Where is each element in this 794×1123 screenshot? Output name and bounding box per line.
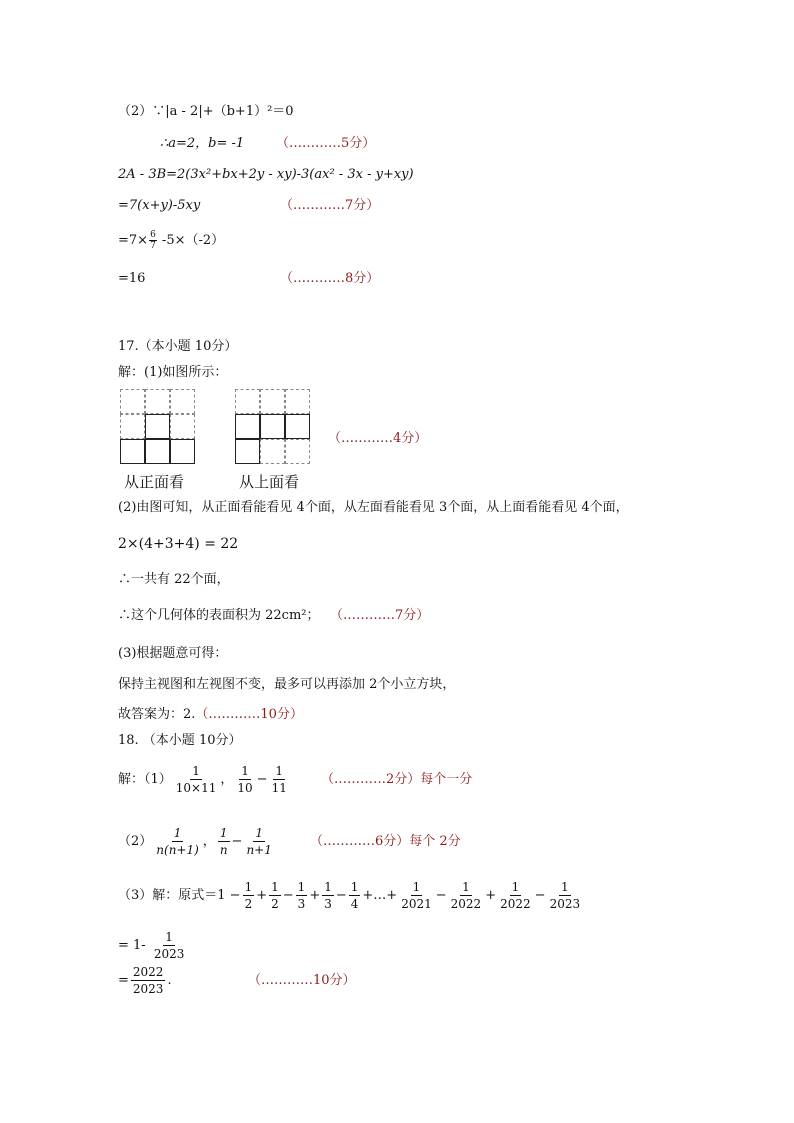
score-4: （…………4分） (328, 431, 428, 446)
grid-cell-solid (120, 439, 145, 464)
grid-cell-solid (285, 414, 310, 439)
q17-sol1: 解：(1)如图所示： (118, 365, 228, 380)
grid-cell-solid (235, 439, 260, 464)
frac-num: 1 (173, 826, 182, 840)
q17-area: ∴这个几何体的表面积为 22cm²； (118, 608, 320, 623)
frac-num: 1 (255, 826, 263, 840)
frac-num: 1 (165, 930, 173, 944)
part2-line4 (118, 198, 380, 214)
score-7b: （…………7分） (330, 608, 430, 623)
part2-line6-text: =16 (118, 271, 146, 286)
frac-den: n+1 (246, 843, 272, 857)
frac-den: 2023 (153, 947, 185, 961)
score-7a: （…………7分） (280, 198, 380, 213)
part2-line5-pre: =7× (118, 233, 149, 248)
q18-part2: （2） $\frac{1}{n(n+1)}$ ， $\frac{1}{n}$ − $\frac{1}{n+1}$ （…………6分）每个 2分 (118, 826, 461, 857)
grid-cell-dashed (120, 414, 145, 439)
fraction-1-over-11 (270, 764, 289, 795)
grid-cell-dashed (260, 389, 285, 414)
frac-num: 1 (275, 764, 284, 778)
q18-part3-line2 (118, 930, 188, 962)
frac-num: 1 (271, 880, 279, 894)
grid-cell-dashed (170, 389, 195, 414)
frac-den: 2022 (500, 897, 531, 911)
q17-total: ∴一共有 22个面， (118, 572, 230, 587)
fraction-1-over-n-n1 (154, 826, 201, 857)
fraction-2022-over-2023 (131, 965, 166, 996)
frac-den: 2 (271, 897, 279, 911)
caption-top-view: 从上面看 (239, 473, 300, 491)
frac-num: 1 (244, 880, 253, 894)
fraction-1-over-2023 (152, 930, 187, 961)
frac-den: 2021 (401, 897, 432, 911)
frac-num: 1 (297, 880, 306, 894)
score-10a: （…………10分） (195, 707, 303, 722)
series-operator: + (309, 888, 321, 903)
score-5: （…………5分） (276, 136, 376, 151)
grid-cell-dashed (145, 389, 170, 414)
q18-part3-line3 (118, 965, 356, 997)
series-operator: − (335, 888, 347, 903)
part2-line3: 2A - 3B=2(3x²+bx+2y - xy)-3(ax² - 3x - y+xy) (118, 167, 414, 182)
frac-den: 10×11 (175, 781, 217, 795)
series-fraction (498, 880, 533, 911)
frac-den: 2022 (450, 897, 482, 911)
telescoping-series (241, 880, 585, 911)
frac-den: 2 (244, 897, 253, 911)
grid-cell-solid (145, 439, 170, 464)
q18-p3-line2-pre: = 1- (118, 938, 146, 953)
score-10b: （…………10分） (248, 973, 356, 988)
frac-den: n(n+1) (156, 843, 199, 857)
frac-den: 10 (237, 781, 253, 795)
frac-num: 1 (561, 880, 569, 894)
grid-cell-dashed (170, 414, 195, 439)
part2-line5-post: -5×（-2） (157, 233, 225, 248)
series-fraction (399, 880, 434, 911)
q18-p1-label: 解：（1） (118, 772, 172, 787)
grid-cell-solid (260, 414, 285, 439)
series-operator: − (435, 888, 447, 903)
series-operator: +…+ (362, 888, 398, 903)
frac-num: 1 (192, 764, 200, 778)
series-fraction (349, 880, 361, 911)
series-fraction (269, 880, 281, 911)
q17-answer-line (118, 707, 303, 723)
grid-cell-dashed (120, 389, 145, 414)
q18-p3-line3-post: . (167, 973, 172, 988)
frac-num: 1 (219, 826, 228, 840)
q17-answer: 故答案为：2. (118, 707, 196, 722)
q18-part3 (118, 880, 584, 912)
fraction-1-over-n1 (244, 826, 273, 857)
grid-cell-solid (145, 414, 170, 439)
grid-cell-dashed (235, 389, 260, 414)
q17-sol3: (3)根据题意可得： (118, 646, 228, 661)
part2-line1: （2）∵|a - 2|+（b+1）²＝0 (118, 104, 294, 119)
frac-den: 3 (297, 897, 306, 911)
frac-den: 4 (350, 897, 359, 911)
frac-num: 1 (241, 764, 249, 778)
grid-cell-dashed (285, 389, 310, 414)
part2-line4-text: =7(x+y)-5xy (118, 198, 201, 213)
frac-den: 7 (150, 241, 156, 251)
series-operator: + (256, 888, 268, 903)
series-fraction (449, 880, 484, 911)
grid-cell-dashed (285, 439, 310, 464)
frac-num: 1 (511, 880, 520, 894)
grid-cell-solid (235, 414, 260, 439)
part2-line6 (118, 271, 380, 287)
series-fraction (548, 880, 583, 911)
fraction-1-over-10 (235, 764, 254, 795)
q17-title: 17.（本小题 10分） (118, 339, 238, 354)
frac-num: 1 (462, 880, 470, 894)
q18-part1: 解：（1） $\frac{1}{10\times 11}$ ， $\frac{1}{10}$ − $\frac{1}{11}$ （…………2分）每个一分 (118, 764, 473, 795)
q17-sol2: (2)由图可知，从正面看能看见 4个面，从左面看能看见 3个面，从上面看能看见 4个面， (118, 500, 629, 515)
q18-p2-label: （2） (118, 834, 153, 849)
score-8: （…………8分） (280, 271, 380, 286)
frac-den: n (219, 843, 228, 857)
fraction-1-over-n (218, 826, 230, 857)
series-operator: − (534, 888, 546, 903)
part2-line5 (118, 230, 224, 251)
series-fraction (243, 880, 255, 911)
frac-den: 11 (271, 781, 287, 795)
q18-p3-line3-pre: = (118, 973, 129, 988)
series-fraction (296, 880, 308, 911)
fraction-6-7 (149, 230, 157, 251)
frac-num: 6 (150, 230, 156, 240)
score-6: （…………6分）每个 2分 (310, 834, 461, 849)
series-operator: + (485, 888, 497, 903)
score-2: （…………2分）每个一分 (321, 772, 473, 787)
frac-num: 2022 (132, 965, 164, 979)
frac-num: 1 (324, 880, 332, 894)
frac-num: 1 (350, 880, 359, 894)
q17-calc: 2×(4+3+4) = 22 (118, 536, 239, 552)
frac-den: 2023 (549, 897, 581, 911)
caption-front-view: 从正面看 (124, 473, 185, 491)
series-fraction (322, 880, 334, 911)
grid-cell-solid (170, 439, 195, 464)
frac-den: 3 (324, 897, 332, 911)
fraction-1-over-10x11 (174, 764, 219, 795)
q17-keep: 保持主视图和左视图不变，最多可以再添加 2个小立方块， (118, 677, 456, 692)
frac-num: 1 (412, 880, 421, 894)
part2-line2 (160, 136, 376, 152)
q17-area-line (118, 608, 430, 624)
top-view-diagram (235, 389, 311, 465)
part2-line2-text: ∴a=2，b= -1 (160, 136, 245, 151)
grid-cell-dashed (260, 439, 285, 464)
q18-title: 18. （本小题 10分） (118, 733, 242, 748)
front-view-diagram (120, 389, 196, 465)
series-operator: − (282, 888, 294, 903)
frac-den: 2023 (132, 982, 164, 996)
q18-p3-label: （3）解：原式＝1 − (118, 888, 241, 903)
